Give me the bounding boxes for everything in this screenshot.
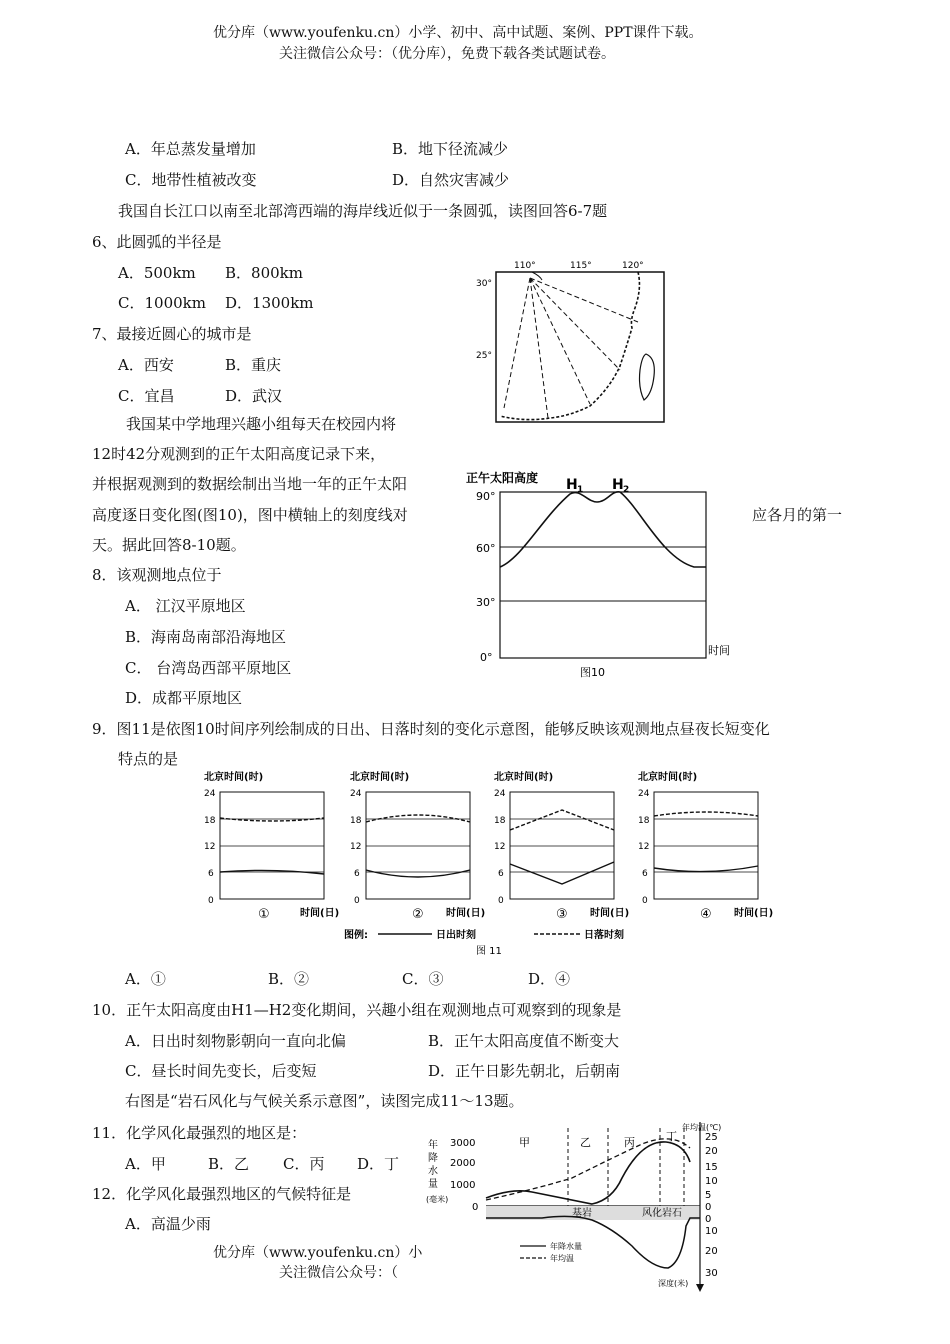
wf-r5: 5: [705, 1190, 712, 1201]
wf-legend-precip: 年降水量: [550, 1242, 582, 1251]
wf-y-label-4: 量: [428, 1179, 438, 1190]
fig11-p1-t6: 6: [208, 869, 214, 879]
q11-option-b: B．乙: [208, 1155, 250, 1173]
fig11-p3-sunrise-line: [510, 862, 614, 884]
fig10-altitude-curve: [500, 492, 706, 567]
intro-8-10-line-1: 我国某中学地理兴趣小组每天在校园内将: [126, 415, 397, 433]
wf-r15: 15: [705, 1162, 718, 1173]
wf-l2000: 2000: [450, 1158, 476, 1169]
q9-option-c: C．③: [402, 970, 444, 988]
wf-bedrock-label: 基岩: [572, 1208, 592, 1219]
q5-option-c: C．地带性植被改变: [125, 171, 257, 189]
fig11-p1-t0: 0: [208, 896, 214, 906]
wf-depth-arrow: [696, 1284, 704, 1292]
fig10-ylabel: 正午太阳高度: [466, 471, 539, 485]
fig11-p1-t18: 18: [204, 816, 216, 826]
intro-8-10-line-5: 天。据此回答8-10题。: [92, 536, 246, 554]
wf-depth-label: 深度(米): [658, 1279, 689, 1288]
map-lon-110: 110°: [514, 261, 536, 271]
fig11-p4-number: ④: [700, 907, 712, 922]
map-lat-30: 30°: [476, 279, 492, 289]
fig11-p4-t12: 12: [638, 842, 650, 852]
q10-option-c: C．昼长时间先变长，后变短: [125, 1062, 317, 1080]
wf-weathered-label: 风化岩石: [642, 1208, 682, 1219]
q10-option-b: B．正午太阳高度值不断变大: [428, 1032, 620, 1050]
fig11-p2-xlabel: 时间(日): [446, 908, 486, 919]
fig11-p1-ylabel: 北京时间(时): [204, 772, 264, 783]
wf-zone-jia: 甲: [519, 1136, 530, 1149]
fig10-h2-label: H: [612, 477, 624, 493]
intro-11-13: 右图是“岩石风化与气候关系示意图”，读图完成11～13题。: [125, 1092, 524, 1110]
header-line-2: 关注微信公众号：（优分库），免费下载各类试题试卷。: [279, 46, 615, 62]
fig11-p1-t24: 24: [204, 789, 216, 799]
q10-option-a: A．日出时刻物影朝向一直向北偏: [125, 1032, 346, 1050]
fig11-legend: [344, 928, 624, 957]
q10-stem: 10．正午太阳高度由H1—H2变化期间，兴趣小组在观测地点可观察到的现象是: [92, 1001, 622, 1019]
fig11-p3-number: ③: [556, 907, 568, 922]
fig11-p2-sunrise-line: [366, 870, 470, 877]
fig11-p3-t12: 12: [494, 842, 506, 852]
wf-l3000: 3000: [450, 1138, 476, 1149]
intro-6-7: 我国自长江口以南至北部湾西端的海岸线近似于一条圆弧，读图回答6-7题: [118, 202, 608, 220]
q6-stem: 6、此圆弧的半径是: [92, 233, 222, 251]
fig11-p2-t6: 6: [354, 869, 360, 879]
fig10-caption: 图10: [580, 666, 605, 679]
wf-right-label: 年均温(℃): [682, 1123, 722, 1132]
wf-precip-line: [486, 1142, 690, 1204]
wf-y-unit: (毫米): [426, 1195, 449, 1204]
fig11-p2-t0: 0: [354, 896, 360, 906]
fig11-p4-t24: 24: [638, 789, 650, 799]
q7-option-c: C．宜昌: [118, 387, 175, 405]
fig10-h2-sub: 2: [623, 485, 630, 495]
wf-weathering-boundary: [486, 1216, 700, 1268]
wf-d20: 20: [705, 1246, 718, 1257]
q8-option-b: B．海南岛南部沿海地区: [125, 628, 287, 646]
q9-option-d: D．④: [528, 970, 571, 988]
fig11-p2-sunset-line: [366, 815, 470, 822]
footer-line-2: 关注微信公众号：（: [279, 1265, 398, 1281]
fig11-panel-1: [204, 770, 339, 922]
intro-8-10-line-4b: 应各月的第一: [752, 506, 843, 524]
header-line-1: 优分库（www.youfenku.cn）小学、初中、高中试题、案例、PPT课件下载。: [213, 25, 703, 41]
fig11-panel-3: [494, 770, 629, 922]
fig11-p3-t24: 24: [494, 789, 506, 799]
fig11-legend-title: 图例:: [344, 930, 368, 941]
q5-option-d: D．自然灾害减少: [392, 171, 510, 189]
q8-option-c: C． 台湾岛西部平原地区: [125, 659, 292, 677]
wf-r25: 25: [705, 1132, 718, 1143]
q7-stem: 7、最接近圆心的城市是: [92, 325, 252, 343]
q12-stem: 12．化学风化最强烈地区的气候特征是: [92, 1185, 352, 1203]
fig11-p3-ylabel: 北京时间(时): [494, 772, 554, 783]
fig11-p3-sunset-line: [510, 810, 614, 830]
fig11-p2-t18: 18: [350, 816, 362, 826]
fig11-p3-xlabel: 时间(日): [590, 908, 630, 919]
fig11-p3-t0: 0: [498, 896, 504, 906]
q9-option-b: B．②: [268, 970, 310, 988]
map-lon-120: 120°: [622, 261, 644, 271]
q11-option-c: C．丙: [283, 1155, 325, 1173]
q7-option-a: A．西安: [118, 356, 174, 374]
wf-y-label-3: 水: [428, 1166, 438, 1177]
fig11-p4-ylabel: 北京时间(时): [638, 772, 698, 783]
q6-option-a: A．500km: [118, 264, 196, 282]
intro-8-10-line-3: 并根据观测到的数据绘制出当地一年的正午太阳: [92, 475, 408, 493]
fig11-p2-t12: 12: [350, 842, 362, 852]
wf-r20: 20: [705, 1146, 718, 1157]
fig10-h1-label: H: [566, 477, 578, 493]
q8-option-d: D．成都平原地区: [125, 689, 243, 707]
map-lon-115: 115°: [570, 261, 592, 271]
q9-option-a: A．①: [125, 970, 166, 988]
weathering-climate-figure: [422, 1118, 722, 1296]
fig11-p2-number: ②: [412, 907, 424, 922]
fig10-y90: 90°: [476, 490, 496, 503]
q11-option-a: A．甲: [125, 1155, 166, 1173]
q9-stem: 9．图11是依图10时间序列绘制成的日出、日落时刻的变化示意图，能够反映该观测地点昼夜长短变化: [92, 720, 770, 738]
fig10-xlabel: 时间: [708, 644, 730, 657]
map-taiwan-island: [640, 354, 655, 400]
wf-y-label-2: 降: [428, 1153, 438, 1164]
wf-legend-temp: 年均温: [550, 1254, 574, 1263]
figure-10-chart: [462, 468, 752, 688]
wf-zone-yi: 乙: [580, 1136, 591, 1149]
q11-option-d: D．丁: [357, 1155, 400, 1173]
q8-stem: 8．该观测地点位于: [92, 566, 222, 584]
q6-option-d: D．1300km: [225, 294, 314, 312]
fig11-p2-t24: 24: [350, 789, 362, 799]
wf-y-label-1: 年: [428, 1140, 438, 1151]
fig11-p4-t6: 6: [642, 869, 648, 879]
fig10-y60: 60°: [476, 542, 496, 555]
fig11-p4-t18: 18: [638, 816, 650, 826]
fig11-panel-4: [638, 770, 773, 922]
q12-option-a: A．高温少雨: [125, 1215, 211, 1233]
fig11-caption: 图 11: [476, 946, 502, 957]
q10-option-d: D．正午日影先朝北，后朝南: [428, 1062, 621, 1080]
wf-d0: 0: [705, 1214, 712, 1225]
q8-option-a: A． 江汉平原地区: [125, 597, 246, 615]
q11-stem: 11．化学风化最强烈的地区是：: [92, 1124, 307, 1142]
fig11-p4-t0: 0: [642, 896, 648, 906]
q6-option-c: C．1000km: [118, 294, 206, 312]
fig11-legend-sunrise: 日出时刻: [436, 930, 476, 941]
q5-option-a: A．年总蒸发量增加: [125, 140, 256, 158]
fig11-p1-t12: 12: [204, 842, 216, 852]
fig10-frame: [500, 492, 706, 658]
q6-option-b: B．800km: [225, 264, 303, 282]
map-lat-25: 25°: [476, 351, 492, 361]
q9-stem-2: 特点的是: [118, 750, 179, 768]
wf-r0: 0: [705, 1202, 712, 1213]
fig10-h1-sub: 1: [577, 485, 584, 495]
fig11-legend-sunset: 日落时刻: [584, 930, 624, 941]
wf-l0: 0: [472, 1202, 479, 1213]
fig11-p2-ylabel: 北京时间(时): [350, 772, 410, 783]
wf-zone-bing: 丙: [624, 1136, 635, 1149]
fig11-p4-sunrise-line: [654, 866, 758, 872]
fig10-y0: 0°: [480, 651, 493, 664]
fig11-p4-sunset-line: [654, 812, 758, 816]
q5-option-b: B．地下径流减少: [392, 140, 509, 158]
fig11-p4-xlabel: 时间(日): [734, 908, 774, 919]
figure-11-charts: [200, 768, 800, 958]
intro-8-10-line-2: 12时42分观测到的正午太阳高度记录下来，: [92, 445, 386, 463]
wf-r10: 10: [705, 1176, 718, 1187]
map-radius-lines: [504, 278, 638, 418]
fig11-p3-t18: 18: [494, 816, 506, 826]
wf-d10: 10: [705, 1226, 718, 1237]
fig11-p1-xlabel: 时间(日): [300, 908, 340, 919]
fig11-p1-number: ①: [258, 907, 270, 922]
fig11-p3-t6: 6: [498, 869, 504, 879]
fig10-y30: 30°: [476, 596, 496, 609]
fig11-p1-sunset-line: [220, 818, 324, 821]
wf-d30: 30: [705, 1268, 718, 1279]
wf-zone-ding: 丁: [666, 1130, 677, 1143]
intro-8-10-line-4a: 高度逐日变化图(图10)，图中横轴上的刻度线对: [92, 506, 408, 524]
wf-l1000: 1000: [450, 1180, 476, 1191]
fig11-panel-2: [350, 770, 485, 922]
footer-line-1: 优分库（www.youfenku.cn）小: [213, 1245, 423, 1261]
q7-option-b: B．重庆: [225, 356, 282, 374]
q7-option-d: D．武汉: [225, 387, 283, 405]
coastline-arc-map: [470, 258, 670, 428]
